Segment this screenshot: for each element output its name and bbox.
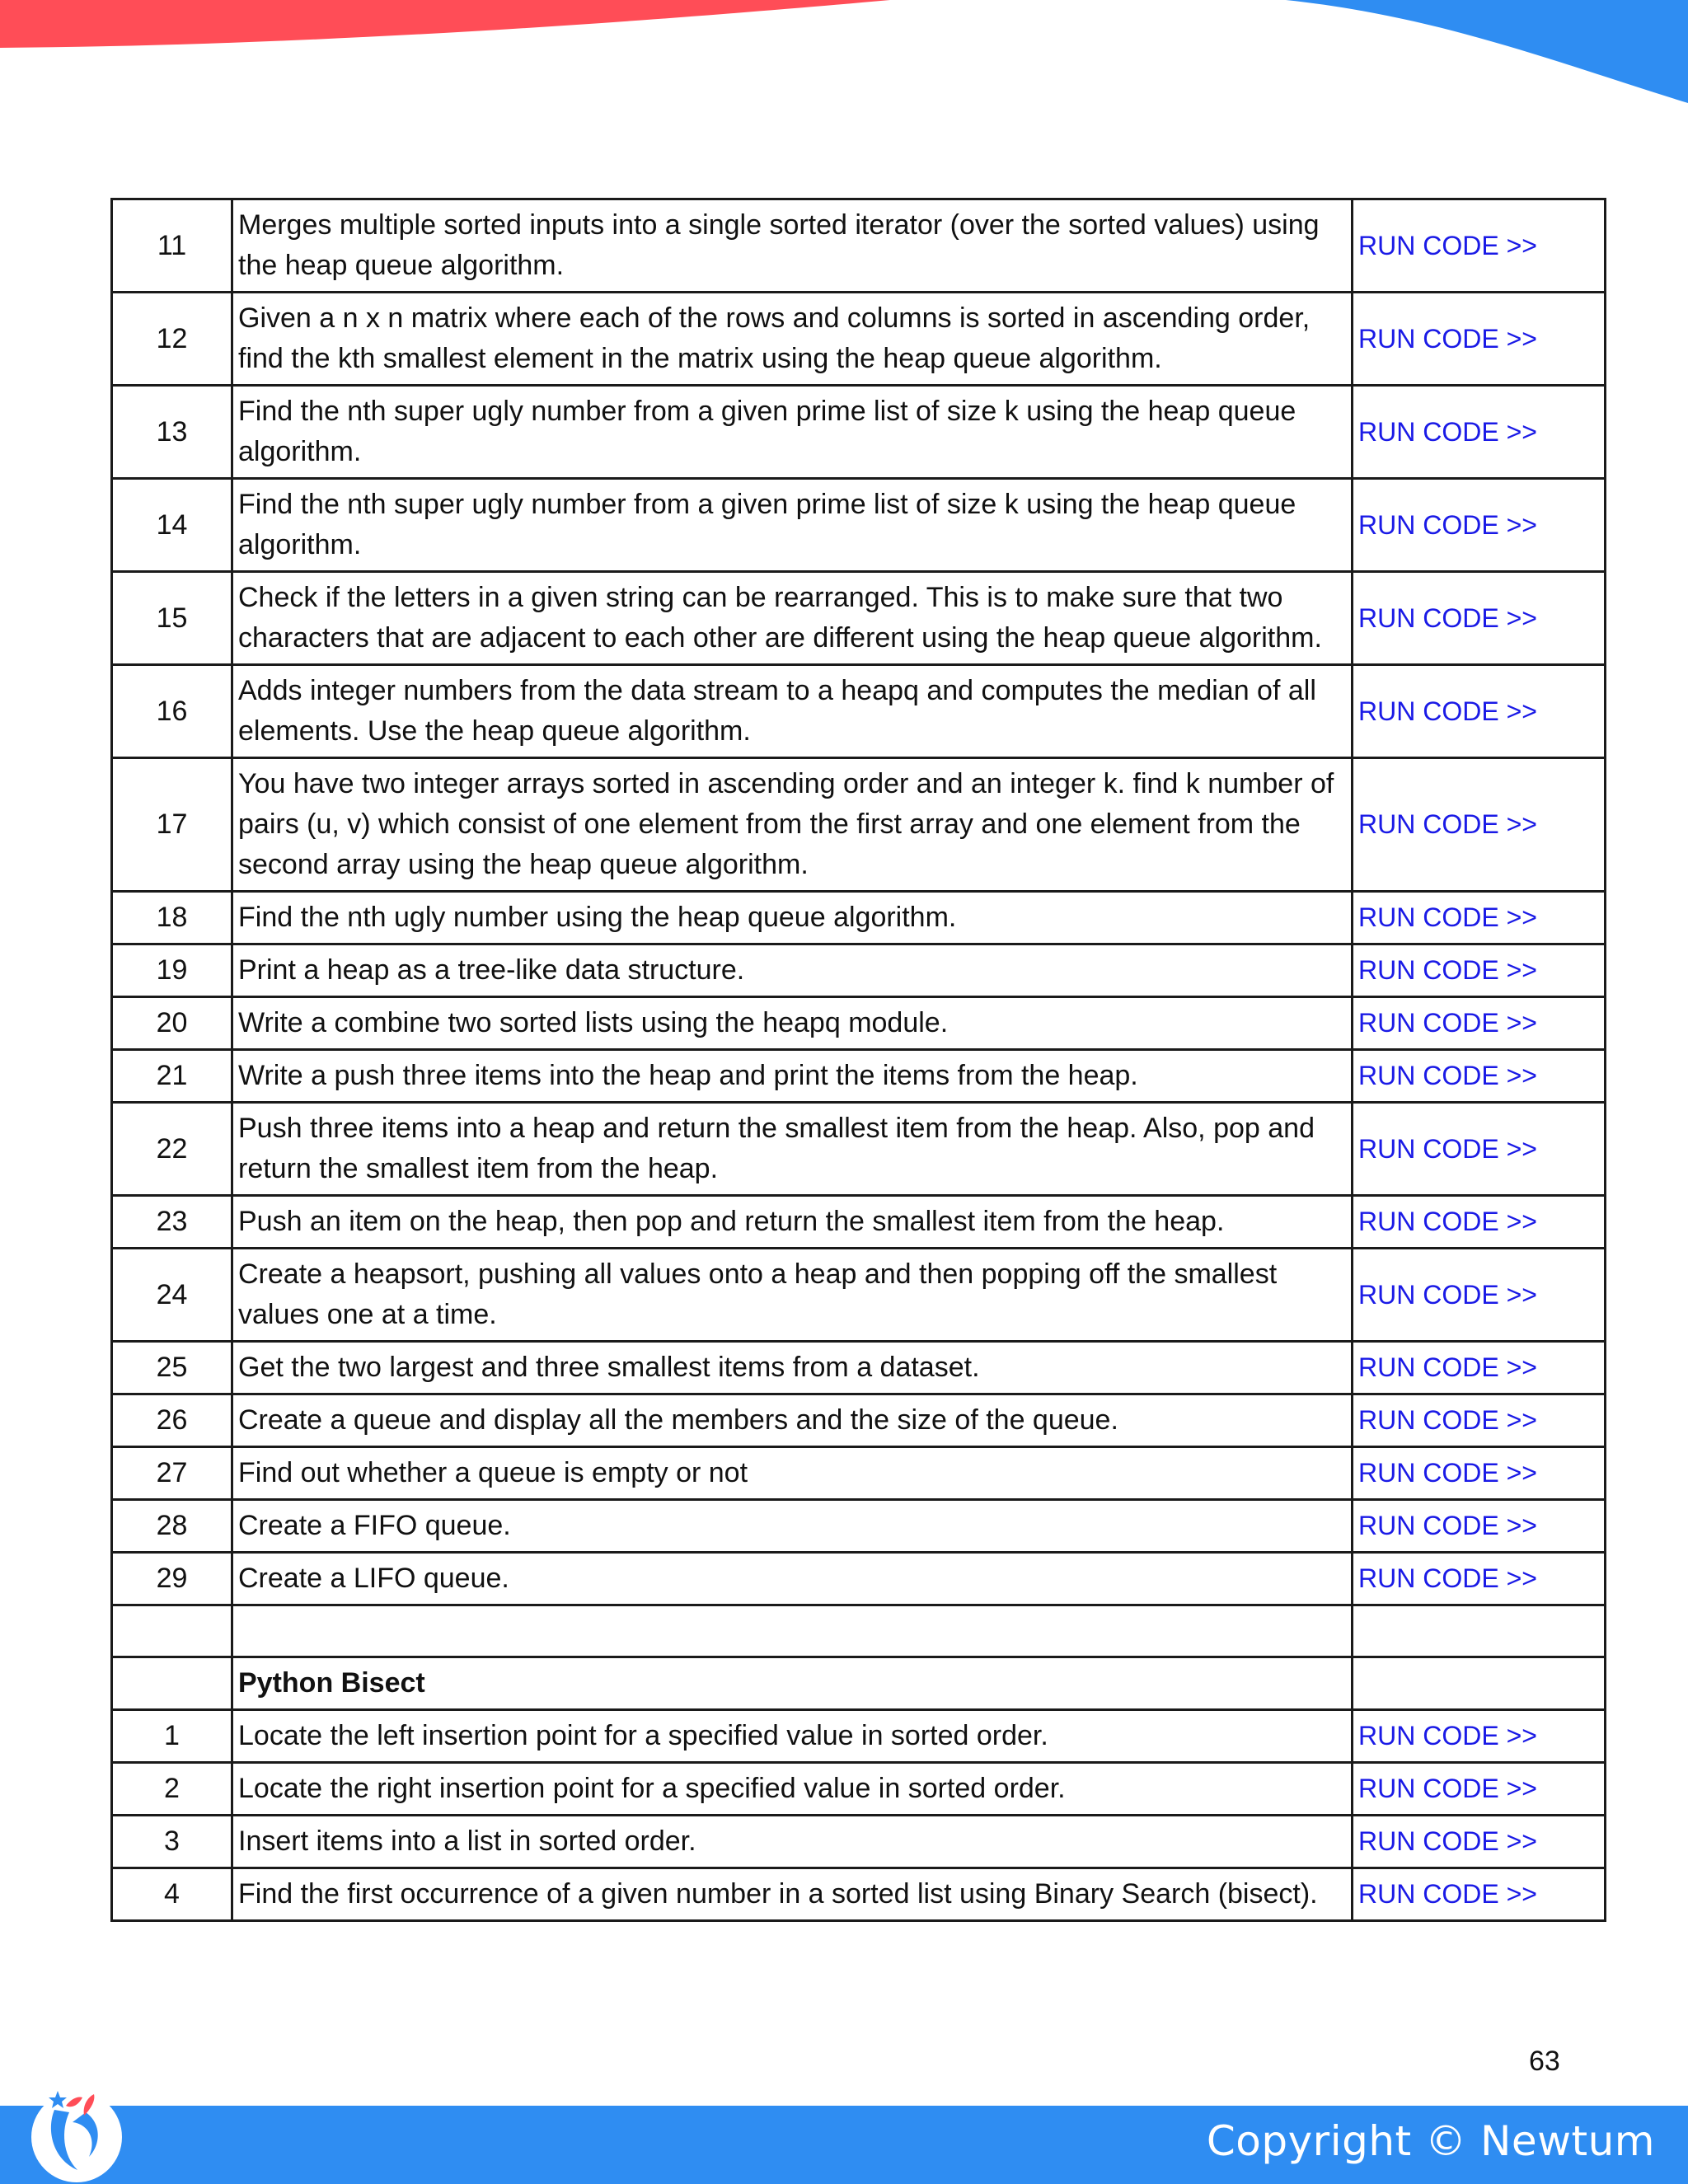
exercise-number: 26: [112, 1394, 232, 1447]
run-code-cell: [1353, 665, 1606, 758]
exercise-description: Find the nth super ugly number from a given prime list of size k using the heap queue algorithm.: [232, 479, 1353, 572]
table-row: [112, 997, 1606, 1050]
exercise-table: [110, 198, 1606, 1922]
exercise-number: 17: [112, 758, 232, 892]
section-title: Python Bisect: [232, 1657, 1353, 1710]
exercise-description: Merges multiple sorted inputs into a single sorted iterator (over the sorted values) using the heap queue algorithm.: [232, 199, 1353, 293]
exercise-description: Write a push three items into the heap and print the items from the heap.: [232, 1050, 1353, 1103]
table-row: [112, 1710, 1606, 1763]
run-code-link[interactable]: RUN CODE >>: [1358, 602, 1537, 633]
run-code-cell: [1353, 1763, 1606, 1816]
exercise-description: Adds integer numbers from the data stream to a heapq and computes the median of all elements. Use the heap queue algorithm.: [232, 665, 1353, 758]
exercise-number: 21: [112, 1050, 232, 1103]
header-wave-decoration: [0, 0, 1688, 115]
run-code-cell: [1353, 1196, 1606, 1249]
table-row: [112, 572, 1606, 665]
exercise-number: 15: [112, 572, 232, 665]
exercise-description: Locate the right insertion point for a specified value in sorted order.: [232, 1763, 1353, 1816]
run-code-cell: [1353, 572, 1606, 665]
run-code-cell: [1353, 1816, 1606, 1868]
run-code-cell: [1353, 199, 1606, 293]
exercise-description: Find out whether a queue is empty or not: [232, 1447, 1353, 1500]
section-header-row: [112, 1657, 1606, 1710]
exercise-description: Get the two largest and three smallest items from a dataset.: [232, 1342, 1353, 1394]
run-code-link[interactable]: RUN CODE >>: [1358, 1133, 1537, 1164]
run-code-link[interactable]: RUN CODE >>: [1358, 1511, 1537, 1540]
table-row: [112, 944, 1606, 997]
blank-cell: [1353, 1605, 1606, 1657]
run-code-cell: [1353, 1710, 1606, 1763]
run-code-link[interactable]: RUN CODE >>: [1358, 1563, 1537, 1593]
run-code-cell: [1353, 1553, 1606, 1605]
exercise-description: Create a queue and display all the members and the size of the queue.: [232, 1394, 1353, 1447]
exercise-description: You have two integer arrays sorted in ascending order and an integer k. find k number of pairs (u, v) which consist of one element from the first array and one element from the second array using the heap queue algorithm.: [232, 758, 1353, 892]
exercise-number: 13: [112, 386, 232, 479]
exercise-description: Create a FIFO queue.: [232, 1500, 1353, 1553]
blank-cell: [112, 1605, 232, 1657]
run-code-link[interactable]: RUN CODE >>: [1358, 323, 1537, 354]
exercise-number: 22: [112, 1103, 232, 1196]
table-row: [112, 1553, 1606, 1605]
run-code-cell: [1353, 1342, 1606, 1394]
exercise-description: Insert items into a list in sorted order.: [232, 1816, 1353, 1868]
exercise-number: 23: [112, 1196, 232, 1249]
run-code-link[interactable]: RUN CODE >>: [1358, 230, 1537, 260]
exercise-description: Write a combine two sorted lists using the heapq module.: [232, 997, 1353, 1050]
exercise-number: 1: [112, 1710, 232, 1763]
exercise-number: 28: [112, 1500, 232, 1553]
table-row: [112, 1868, 1606, 1921]
exercise-description: Create a heapsort, pushing all values onto a heap and then popping off the smallest values one at a time.: [232, 1249, 1353, 1342]
table-row: [112, 1816, 1606, 1868]
blank-cell: [112, 1657, 232, 1710]
exercise-description: Push three items into a heap and return the smallest item from the heap. Also, pop and return the smallest item from the heap.: [232, 1103, 1353, 1196]
run-code-cell: [1353, 758, 1606, 892]
run-code-link[interactable]: RUN CODE >>: [1358, 1008, 1537, 1038]
run-code-link[interactable]: RUN CODE >>: [1358, 1405, 1537, 1435]
exercise-number: 14: [112, 479, 232, 572]
blank-cell: [1353, 1657, 1606, 1710]
run-code-link[interactable]: RUN CODE >>: [1358, 509, 1537, 540]
exercise-description: Check if the letters in a given string can be rearranged. This is to make sure that two characters that are adjacent to each other are different using the heap queue algorithm.: [232, 572, 1353, 665]
run-code-cell: [1353, 1500, 1606, 1553]
footer-bar: [0, 2106, 1688, 2184]
exercise-description: Locate the left insertion point for a specified value in sorted order.: [232, 1710, 1353, 1763]
table-row: [112, 293, 1606, 386]
exercise-number: 25: [112, 1342, 232, 1394]
run-code-link[interactable]: RUN CODE >>: [1358, 416, 1537, 447]
run-code-link[interactable]: RUN CODE >>: [1358, 1774, 1537, 1803]
run-code-link[interactable]: RUN CODE >>: [1358, 955, 1537, 985]
run-code-link[interactable]: RUN CODE >>: [1358, 696, 1537, 726]
run-code-cell: [1353, 1103, 1606, 1196]
run-code-link[interactable]: RUN CODE >>: [1358, 1879, 1537, 1909]
run-code-cell: [1353, 1868, 1606, 1921]
run-code-link[interactable]: RUN CODE >>: [1358, 902, 1537, 932]
table-row: [112, 1103, 1606, 1196]
table-row: [112, 1050, 1606, 1103]
blank-cell: [232, 1605, 1353, 1657]
exercise-number: 29: [112, 1553, 232, 1605]
table-row: [112, 1196, 1606, 1249]
exercise-description: Print a heap as a tree-like data structure.: [232, 944, 1353, 997]
exercise-number: 11: [112, 199, 232, 293]
exercise-description: Create a LIFO queue.: [232, 1553, 1353, 1605]
run-code-cell: [1353, 1394, 1606, 1447]
exercise-number: 4: [112, 1868, 232, 1921]
table-row: [112, 1763, 1606, 1816]
run-code-cell: [1353, 1050, 1606, 1103]
exercise-number: 20: [112, 997, 232, 1050]
table-row: [112, 758, 1606, 892]
run-code-link[interactable]: RUN CODE >>: [1358, 1826, 1537, 1856]
table-row: [112, 199, 1606, 293]
run-code-cell: [1353, 479, 1606, 572]
run-code-link[interactable]: RUN CODE >>: [1358, 1207, 1537, 1236]
run-code-link[interactable]: RUN CODE >>: [1358, 1458, 1537, 1488]
table-row: [112, 892, 1606, 944]
copyright-text: Copyright © Newtum: [1206, 2117, 1655, 2165]
run-code-cell: [1353, 892, 1606, 944]
run-code-cell: [1353, 293, 1606, 386]
exercise-number: 16: [112, 665, 232, 758]
run-code-link[interactable]: RUN CODE >>: [1358, 1279, 1537, 1310]
exercise-number: 3: [112, 1816, 232, 1868]
run-code-cell: [1353, 1447, 1606, 1500]
newtum-logo-icon: [30, 2073, 124, 2184]
table-row: [112, 386, 1606, 479]
table-row: [112, 1249, 1606, 1342]
exercise-description: Find the first occurrence of a given number in a sorted list using Binary Search (bisect).: [232, 1868, 1353, 1921]
bisect-exercises: [112, 1710, 1606, 1921]
table-row: [112, 665, 1606, 758]
run-code-link[interactable]: RUN CODE >>: [1358, 809, 1537, 839]
run-code-cell: [1353, 997, 1606, 1050]
table-row: [112, 1447, 1606, 1500]
exercise-number: 27: [112, 1447, 232, 1500]
table-row: [112, 1342, 1606, 1394]
page-number: 63: [1529, 2046, 1560, 2077]
run-code-cell: [1353, 944, 1606, 997]
exercise-number: 24: [112, 1249, 232, 1342]
run-code-cell: [1353, 386, 1606, 479]
heapq-exercises: [112, 199, 1606, 1605]
run-code-cell: [1353, 1249, 1606, 1342]
exercise-description: Find the nth ugly number using the heap queue algorithm.: [232, 892, 1353, 944]
exercise-number: 2: [112, 1763, 232, 1816]
exercise-number: 12: [112, 293, 232, 386]
run-code-link[interactable]: RUN CODE >>: [1358, 1721, 1537, 1750]
spacer-section: [112, 1605, 1606, 1710]
exercise-description: Find the nth super ugly number from a given prime list of size k using the heap queue algorithm.: [232, 386, 1353, 479]
table-row: [112, 1500, 1606, 1553]
exercise-number: 18: [112, 892, 232, 944]
exercise-description: Given a n x n matrix where each of the rows and columns is sorted in ascending order, find the kth smallest element in the matrix using the heap queue algorithm.: [232, 293, 1353, 386]
exercise-number: 19: [112, 944, 232, 997]
table-row: [112, 1394, 1606, 1447]
blank-row: [112, 1605, 1606, 1657]
run-code-link[interactable]: RUN CODE >>: [1358, 1352, 1537, 1382]
table-row: [112, 479, 1606, 572]
exercise-description: Push an item on the heap, then pop and return the smallest item from the heap.: [232, 1196, 1353, 1249]
run-code-link[interactable]: RUN CODE >>: [1358, 1061, 1537, 1090]
